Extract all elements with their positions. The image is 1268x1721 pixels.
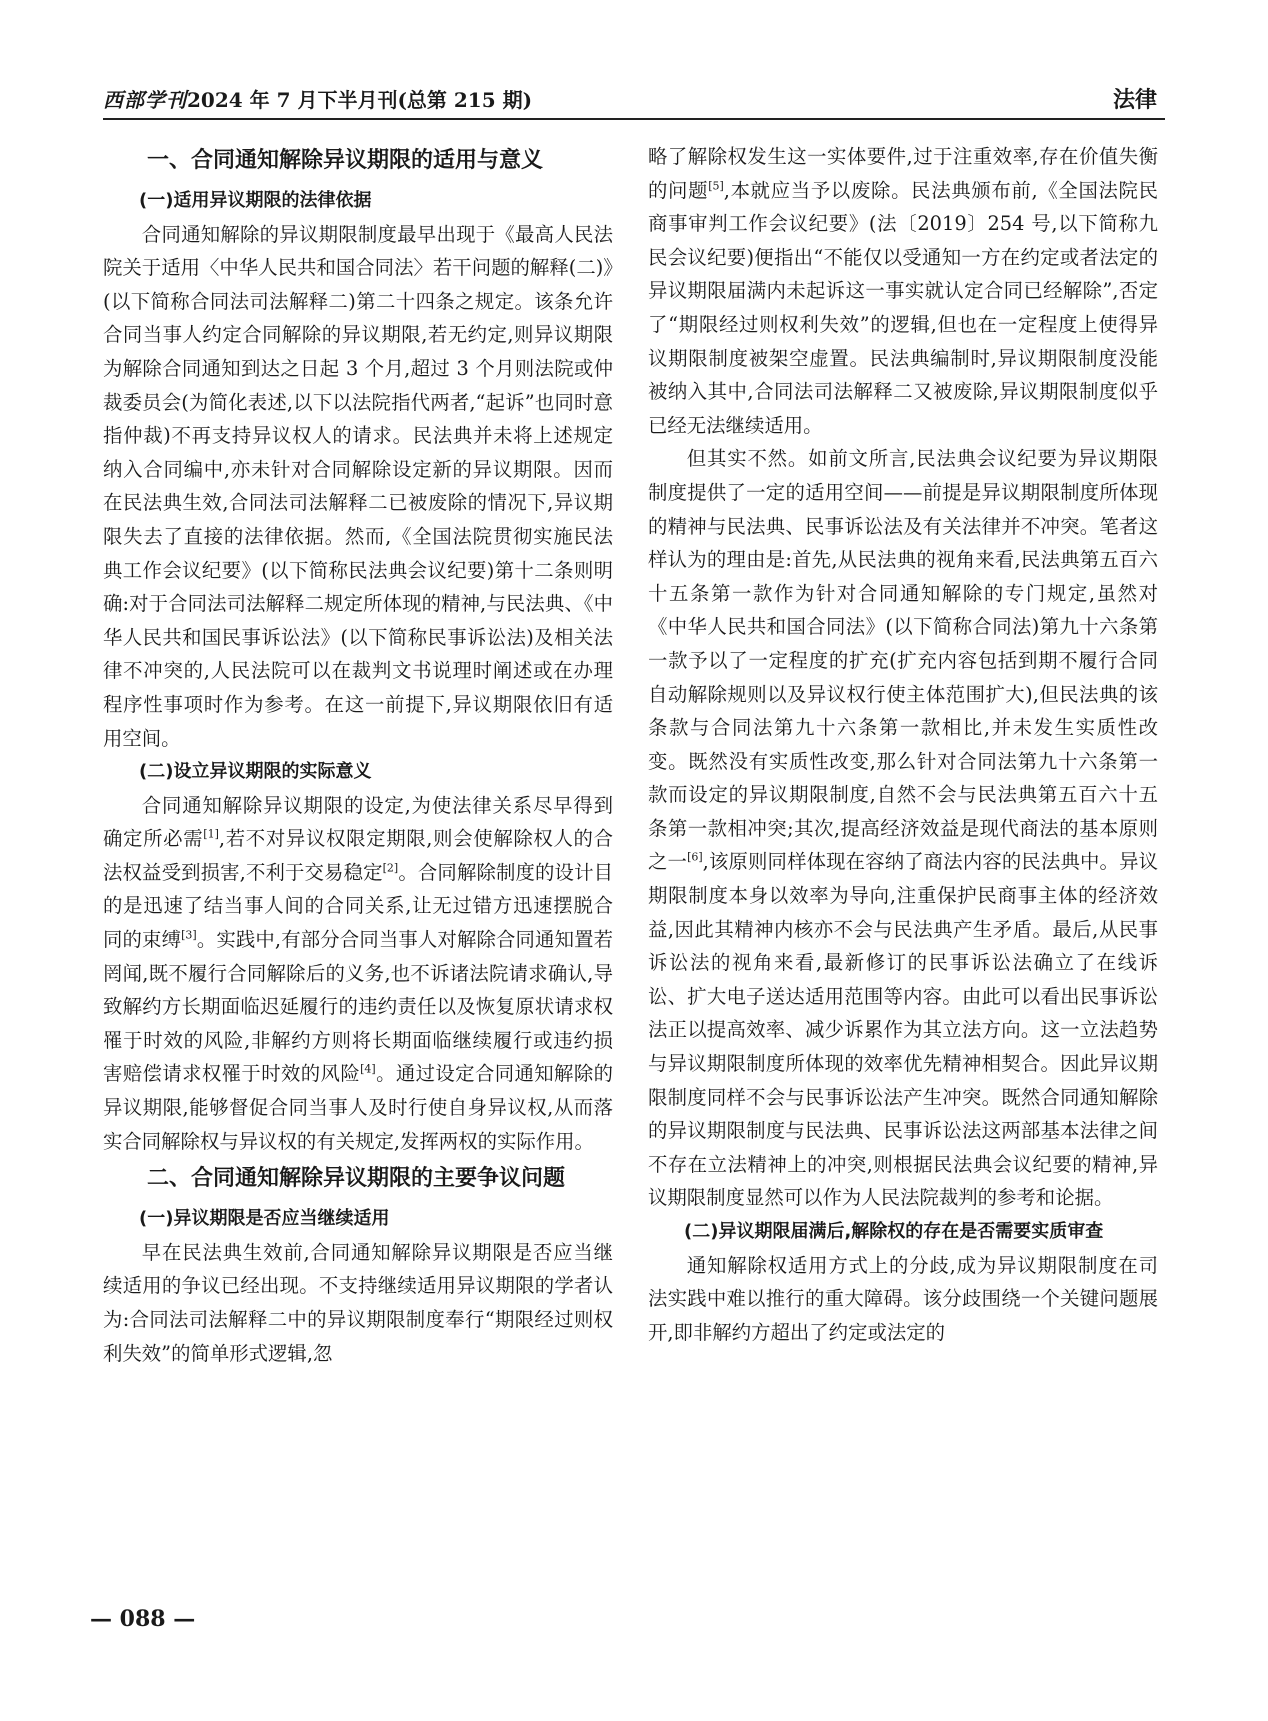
heading-section-2: 二、合同通知解除异议期限的主要争议问题 (147, 1166, 566, 1192)
paragraph-2-text-d: 。实践中,有部分合同当事人对解除合同通知置若罔闻,既不履行合同解除后的义务,也不诉诸法院请求确认,导致解约方长期面临迟延履行的违约责任以及恢复原状请求权罹于时效的风险,非解约方则将长期面临继续履行或违约损害赔偿请求权罹于时效的风险 (103, 928, 614, 1086)
paragraph-2-text-c: 。合同解除制度的设计目的是迅速了结当事人间的合同关系,让无过错方迅速摆脱合同的束缚 (103, 860, 613, 952)
citation-2: [2] (382, 861, 399, 875)
paragraph-2-text-b: ,若不对异议权限定期限,则会使解除权人的合法权益受到损害,不利于交易稳定 (103, 827, 614, 884)
left-column (103, 140, 613, 1370)
paragraph-5-text-b: ,该原则同样体现在容纳了商法内容的民法典中。异议期限制度本身以效率为导向,注重保护民商事主体的经济效益,因此其精神内核亦不会与民法典产生矛盾。最后,从民事诉讼法的视角来看,最新修订的民事诉讼法确立了在线诉讼、扩大电子送达适用范围等内容。由此可以看出民事诉讼法正以提高效率、减少诉累作为其立法方向。这一立法趋势与异议期限制度所体现的效率优先精神相契合。因此异议期限制度同样不会与民事诉讼法产生冲突。既然合同通知解除的异议期限制度与民法典、民事诉讼法这两部基本法律之间不存在立法精神上的冲突,则根据民法典会议纪要的精神,异议期限制度显然可以作为人民法院裁判的参考和论据。 (648, 850, 1158, 1210)
paragraph-5 (648, 442, 1158, 1215)
paragraph-4-text-b: ,本就应当予以废除。民法典颁布前,《全国法院民商事审判工作会议纪要》(法〔2019〕254 号,以下简称九民会议纪要)便指出“不能仅以受通知一方在约定或者法定的异议期限届满内未起诉这一事实就认定合同已经解除”,否定了“期限经过则权利失效”的逻辑,但也在一定程度上使得异议期限制度被架空虚置。民法典编制时,异议期限制度没能被纳入其中,合同法司法解释二又被废除,异议期限制度似乎已经无法继续适用。 (648, 178, 1159, 437)
heading-section-1: 一、合同通知解除异议期限的适用与意义 (147, 148, 544, 173)
citation-5: [5] (708, 179, 724, 193)
paragraph-1: 合同通知解除的异议期限制度最早出现于《最高人民法院关于适用〈中华人民共和国合同法〉若干问题的解释(二)》(以下简称合同法司法解释二)第二十四条之规定。该条允许合同当事人约定合同解除的异议期限,若无约定,则异议期限为解除合同通知到达之日起 3 个月,超过 3 个月则法院或仲裁委员会(为简化表述,以下以法院指代两者,“起诉”也同时意指仲裁)不再支持异议权人的请求。民法典并未将上述规定纳入合同编中,亦未针对合同解除设定新的异议期限。因而在民法典生效,合同法司法解释二已被废除的情况下,异议期限失去了直接的法律依据。然而,《全国法院贯彻实施民法典工作会议纪要》(以下简称民法典会议纪要)第十二条则明确:对于合同法司法解释二规定所体现的精神,与民法典、《中华人民共和国民事诉讼法》(以下简称民事诉讼法)及相关法律不冲突的,人民法院可以在裁判文书说理时阐述或在办理程序性事项时作为参考。在这一前提下,异议期限依旧有适用空间。 (103, 222, 613, 750)
header-rule (103, 118, 1165, 120)
page-header (103, 86, 1165, 116)
journal-title (103, 86, 532, 114)
paragraph-3: 早在民法典生效前,合同通知解除异议期限是否应当继续适用的争议已经出现。不支持继续适用异议期限的学者认为:合同法司法解释二中的异议期限制度奉行“期限经过则权利失效”的简单形式逻辑,忽 (103, 1240, 613, 1365)
right-column (648, 140, 1158, 1349)
issue-info: 2024 年 7 月下半月刊(总第 215 期) (187, 88, 533, 112)
paragraph-2 (103, 789, 613, 1159)
citation-4: [4] (360, 1062, 376, 1076)
paragraph-4 (648, 140, 1158, 442)
citation-3: [3] (181, 928, 197, 942)
page-number: — 088 — (90, 1606, 196, 1632)
subheading-2-2: (二)异议期限届满后,解除权的存在是否需要实质审查 (684, 1221, 1104, 1242)
subheading-1-2: (二)设立异议期限的实际意义 (139, 761, 372, 783)
citation-6: [6] (687, 851, 703, 864)
paragraph-2-text-e: 。通过设定合同通知解除的异议期限,能够督促合同当事人及时行使自身异议权,从而落实合同解除权与异议权的有关规定,发挥两权的实际作用。 (103, 1062, 614, 1153)
paragraph-4-text-a: 略了解除权发生这一实体要件,过于注重效率,存在价值失衡的问题 (648, 145, 1158, 202)
journal-logo: 西部学刊 (103, 88, 187, 112)
subheading-2-1: (一)异议期限是否应当继续适用 (139, 1208, 390, 1230)
subheading-1-1: (一)适用异议期限的法律依据 (139, 190, 372, 211)
paragraph-2-text-a: 合同通知解除异议期限的设定,为使法律关系尽早得到确定所必需 (103, 793, 613, 851)
paragraph-5-text-a: 但其实不然。如前文所言,民法典会议纪要为异议期限制度提供了一定的适用空间——前提是异议期限制度所体现的精神与民法典、民事诉讼法及有关法律并不冲突。笔者这样认为的理由是:首先,从民法典的视角来看,民法典第五百六十五条第一款作为针对合同通知解除的专门规定,虽然对《中华人民共和国合同法》(以下简称合同法)第九十六条第一款予以了一定程度的扩充(扩充内容包括到期不履行合同自动解除规则以及异议权行使主体范围扩大),但民法典的该条款与合同法第九十六条第一款相比,并未发生实质性改变。既然没有实质性改变,那么针对合同法第九十六条第一款而设定的异议期限制度,自然不会与民法典第五百六十五条第一款相冲突;其次,提高经济效益是现代商法的基本原则之一 (648, 447, 1158, 874)
paragraph-6: 通知解除权适用方式上的分歧,成为异议期限制度在司法实践中难以推行的重大障碍。该分歧围绕一个关键问题展开,即非解约方超出了约定或法定的 (648, 1253, 1158, 1344)
section-label: 法律 (1112, 87, 1157, 113)
citation-1: [1] (203, 827, 219, 841)
